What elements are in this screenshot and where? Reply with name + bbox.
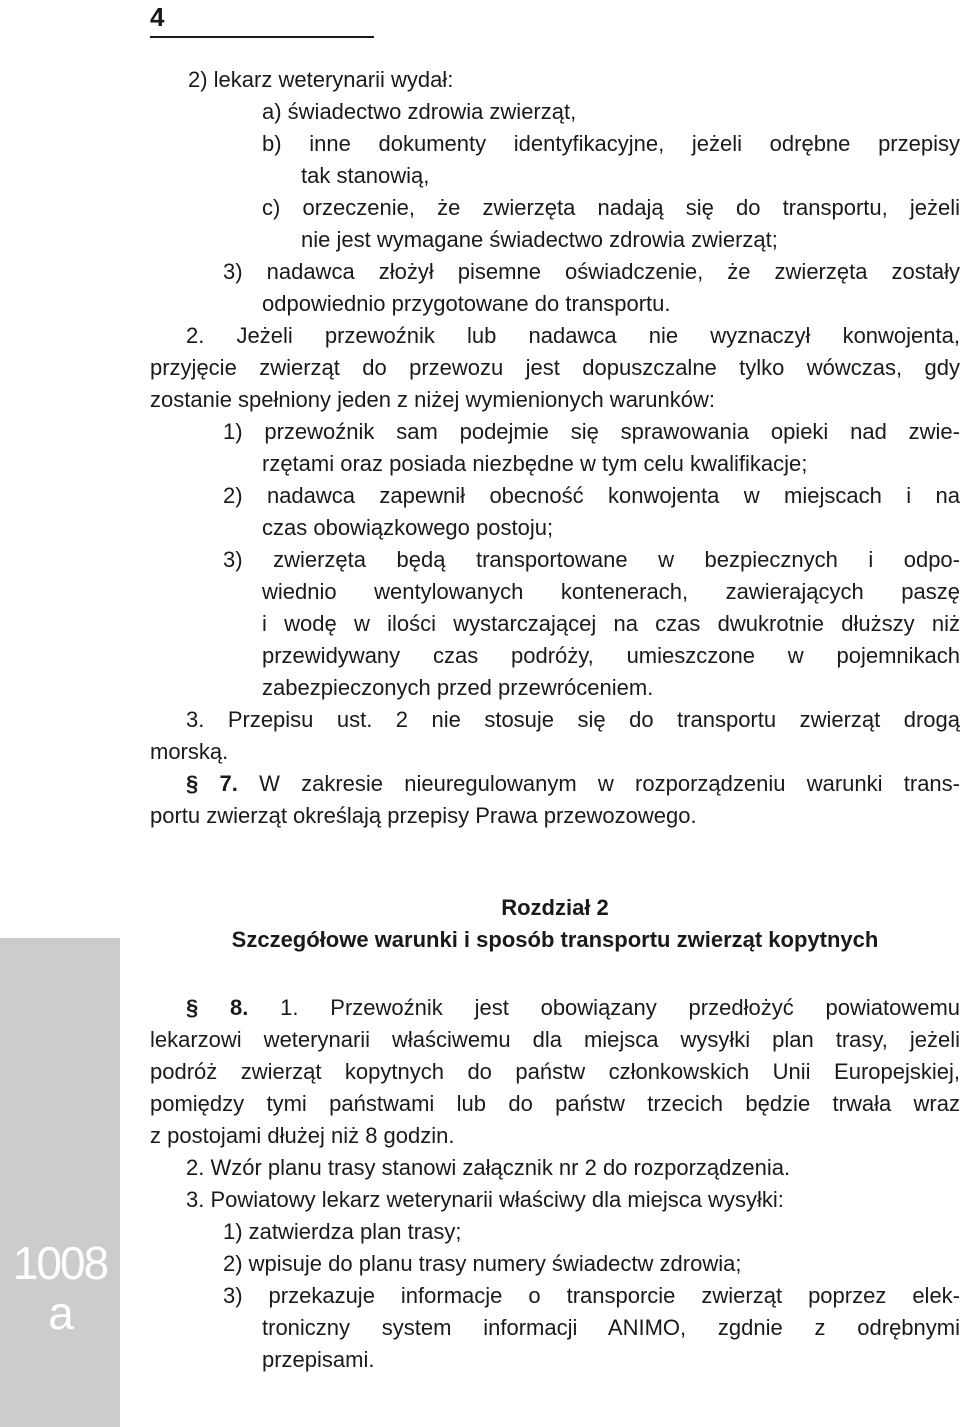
text-line: 2. Jeżeli przewoźnik lub nadawca nie wyznaczył konwojenta, — [186, 323, 960, 348]
page-sidebar — [0, 938, 120, 1427]
text-line: 2. Wzór planu trasy stanowi załącznik nr 2 do rozporządzenia. — [186, 1155, 791, 1180]
paragraph-text: 1. Przewoźnik jest obowiązany przedłożyć powiatowemu — [280, 995, 960, 1020]
text-line: 1) zatwierdza plan trasy; — [223, 1219, 462, 1244]
page-number: 4 — [150, 2, 165, 32]
chapter-title: Rozdział 2 — [501, 895, 609, 920]
paragraph-8 — [150, 992, 960, 1024]
sidebar-page-number: 1008 a — [12, 1237, 108, 1339]
text-line: 1) przewoźnik sam podejmie się sprawowania opieki nad zwie- — [223, 419, 960, 444]
paragraph-text: W zakresie nieuregulowanym w rozporządzeniu warunki trans- — [259, 771, 960, 796]
spacer — [150, 832, 960, 892]
text-line: przyjęcie zwierząt do przewozu jest dopuszczalne tylko wówczas, gdy — [150, 355, 960, 380]
paragraph-marker: § 8. — [186, 995, 249, 1020]
header-rule — [150, 36, 374, 38]
text-line: morską. — [150, 739, 229, 764]
text-line: przewidywany czas podróży, umieszczone w pojemnikach — [262, 643, 960, 668]
text-line: nie jest wymagane świadectwo zdrowia zwierząt; — [301, 227, 778, 252]
text-line: 3) przekazuje informacje o transporcie zwierząt poprzez elek- — [223, 1283, 960, 1308]
text-line: pomiędzy tymi państwami lub do państw trzecich będzie trwała wraz — [150, 1091, 960, 1116]
text-line: zostanie spełniony jeden z niżej wymienionych warunków: — [150, 387, 715, 412]
text-line: troniczny system informacji ANIMO, zgdnie z odrębnymi — [262, 1315, 960, 1340]
text-line: 2) wpisuje do planu trasy numery świadectw zdrowia; — [223, 1251, 742, 1276]
text-line: 3) zwierzęta będą transportowane w bezpiecznych i odpo- — [223, 547, 960, 572]
text-line: c) orzeczenie, że zwierzęta nadają się do transportu, jeżeli — [262, 195, 960, 220]
text-line: 2) lekarz weterynarii wydał: — [188, 67, 454, 92]
text-line: czas obowiązkowego postoju; — [262, 515, 554, 540]
chapter-subtitle: Szczegółowe warunki i sposób transportu zwierząt kopytnych — [231, 927, 879, 952]
text-line: odpowiednio przygotowane do transportu. — [262, 291, 671, 316]
text-line: 3. Powiatowy lekarz weterynarii właściwy dla miejsca wysyłki: — [186, 1187, 784, 1212]
text-line: wiednio wentylowanych kontenerach, zawierających paszę — [262, 579, 960, 604]
text-line: z postojami dłużej niż 8 godzin. — [150, 1123, 455, 1148]
text-line: 2) nadawca zapewnił obecność konwojenta w miejscach i na — [223, 483, 960, 508]
text-line: zabezpieczonych przed przewróceniem. — [262, 675, 654, 700]
document-body — [150, 64, 960, 1376]
text-line: podróż zwierząt kopytnych do państw członkowskich Unii Europejskiej, — [150, 1059, 960, 1084]
text-line: i wodę w ilości wystarczającej na czas dwukrotnie dłuższy niż — [262, 611, 960, 636]
text-line: portu zwierząt określają przepisy Prawa przewozowego. — [150, 803, 697, 828]
text-line: 3. Przepisu ust. 2 nie stosuje się do transportu zwierząt drogą — [186, 707, 960, 732]
text-line: przepisami. — [262, 1347, 375, 1372]
text-line: rzętami oraz posiada niezbędne w tym celu kwalifikacje; — [262, 451, 808, 476]
text-line: lekarzowi weterynarii właściwemu dla miejsca wysyłki plan trasy, jeżeli — [150, 1027, 960, 1052]
spacer — [150, 956, 960, 992]
text-line: 3) nadawca złożył pisemne oświadczenie, że zwierzęta zostały — [223, 259, 960, 284]
text-line: tak stanowią, — [301, 163, 430, 188]
text-line: b) inne dokumenty identyfikacyjne, jeżeli odrębne przepisy — [262, 131, 960, 156]
paragraph-marker: § 7. — [186, 771, 238, 796]
text-line: a) świadectwo zdrowia zwierząt, — [262, 99, 577, 124]
paragraph-7 — [150, 768, 960, 800]
